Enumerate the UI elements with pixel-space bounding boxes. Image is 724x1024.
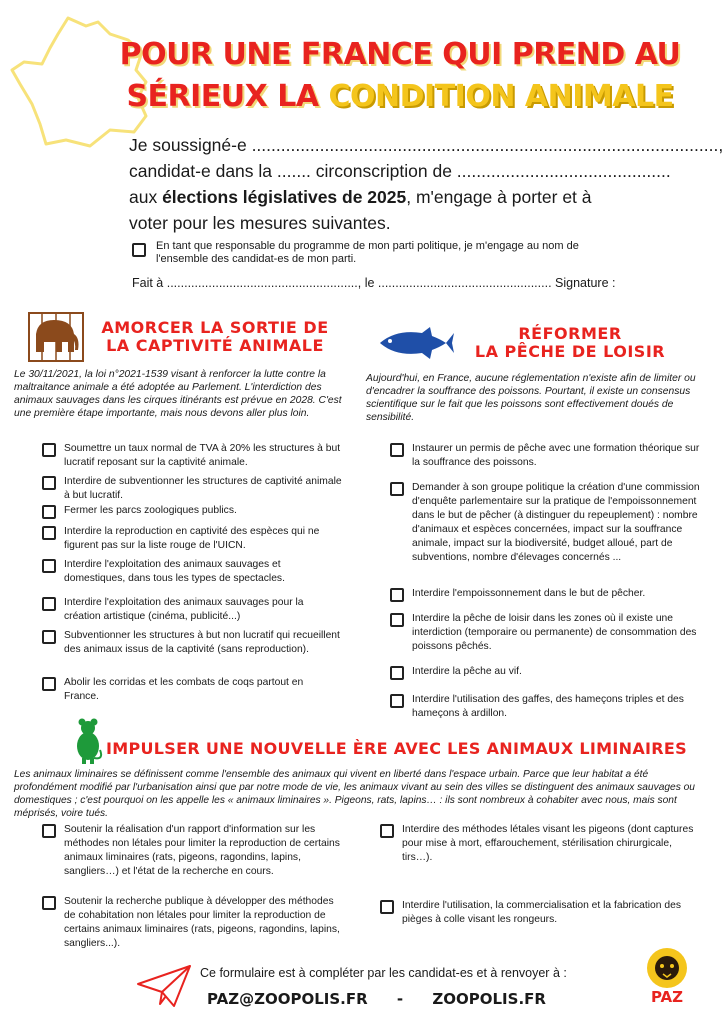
captivity-item[interactable] — [42, 475, 342, 503]
checkbox[interactable] — [42, 597, 56, 611]
title-accent: CONDITION ANIMALE — [328, 79, 674, 114]
signature-line[interactable]: Fait à ......................................................., le .................................................. Signature : — [132, 276, 616, 290]
captivity-item-text: Interdire de subventionner les structures de captivité animale à but lucratif. — [64, 476, 342, 501]
section-captivity-intro: Le 30/11/2021, la loi n°2021-1539 visant à renforcer la lutte contre la maltraitance animale a été adoptée au Parlement. L'interdiction des animaux sauvages dans les cirques itinérants est prévue en 2028. C'est une première étape importante, mais nous devons aller plus loin. — [14, 369, 342, 419]
pledge-name-line[interactable]: Je soussigné-e ................................................................................................, — [129, 135, 724, 155]
captivity-item-text: Subventionner les structures à but non lucratif qui recueillent des animaux issus de la captivité (sans reproduction). — [64, 630, 340, 655]
footer-separator: - — [396, 990, 404, 1008]
checkbox[interactable] — [390, 482, 404, 496]
pledge-line-3 — [129, 184, 629, 210]
section-liminal-title: IMPULSER UNE NOUVELLE ÈRE AVEC LES ANIMAUX LIMINAIRES — [106, 739, 687, 758]
liminal-item-text: Soutenir la recherche publique à développer des méthodes de cohabitation non létales pour limiter la reproduction de certains animaux liminaires (rats, pigeons, ragondins, lapins, sangliers...). — [64, 896, 340, 949]
captivity-item-text: Interdire l'exploitation des animaux sauvages et domestiques, dans tous les types de spectacles. — [64, 559, 285, 584]
title-line-2-start: SÉRIEUX LA — [126, 79, 319, 114]
footer-site-link[interactable]: ZOOPOLIS.FR — [432, 990, 546, 1008]
fishing-item-text: Instaurer un permis de pêche avec une formation théorique sur la souffrance des poissons. — [412, 443, 700, 468]
pledge-district-line[interactable]: candidat-e dans la ....... circonscription de ............................................ — [129, 161, 671, 181]
checkbox[interactable] — [390, 613, 404, 627]
checkbox[interactable] — [42, 559, 56, 573]
pledge-line-4: voter pour les mesures suivantes. — [129, 213, 391, 233]
section-captivity-title-l2: LA CAPTIVITÉ ANIMALE — [106, 336, 324, 355]
title-line-1: POUR UNE FRANCE QUI PREND AU — [119, 37, 681, 72]
footer-email-link[interactable]: PAZ@ZOOPOLIS.FR — [207, 990, 368, 1008]
fishing-item[interactable] — [390, 442, 700, 470]
fishing-item-text: Demander à son groupe politique la création d'une commission d'enquête parlementaire sur la pratique de l'empoissonnement dans le but de pêcher (à distinguer du repeuplement) : nombre d'animaux et espèces concernées, impact sur la souffrance animale, impact sur la biodiversité, budget alloué, part de subventions, nombre d'élevages concernés ... — [412, 482, 700, 563]
fishing-item[interactable] — [390, 693, 700, 721]
section-fishing-title-l1: RÉFORMER — [518, 324, 622, 343]
pledge-election: élections législatives de 2025 — [162, 187, 407, 207]
pledge-line-3-pre: aux — [129, 187, 163, 207]
checkbox[interactable] — [42, 526, 56, 540]
fishing-item-text: Interdire l'empoissonnement dans le but de pêcher. — [412, 588, 646, 599]
liminal-item-text: Interdire l'utilisation, la commercialisation et la fabrication des pièges à colle visant les rongeurs. — [402, 900, 681, 925]
section-captivity-title-l1: AMORCER LA SORTIE DE — [101, 318, 329, 337]
party-pledge-option[interactable] — [132, 240, 632, 266]
checkbox[interactable] — [42, 443, 56, 457]
captivity-item[interactable] — [42, 504, 342, 519]
checkbox[interactable] — [380, 900, 394, 914]
liminal-item[interactable] — [42, 823, 342, 879]
party-pledge-checkbox[interactable] — [132, 243, 146, 257]
captivity-item-text: Interdire l'exploitation des animaux sauvages pour la création artistique (cinéma, publicité...) — [64, 597, 304, 622]
section-fishing-title — [470, 325, 670, 361]
checkbox[interactable] — [380, 824, 394, 838]
page-title — [100, 34, 700, 118]
party-pledge-text: En tant que responsable du programme de mon parti politique, je m'engage au nom de l'ensemble des candidat-es de mon parti. — [156, 240, 579, 265]
fishing-item[interactable] — [390, 481, 700, 565]
rat-icon — [70, 716, 106, 766]
section-fishing-intro: Aujourd'hui, en France, aucune réglementation n'existe afin de limiter ou d'encadrer la souffrance des poissons. Pourtant, il existe un consensus scientifique sur le fait que les poissons sont effectivement doués de sensibilité. — [366, 373, 696, 423]
section-fishing-title-l2: LA PÊCHE DE LOISIR — [474, 342, 666, 361]
captivity-item-text: Interdire la reproduction en captivité des espèces qui ne figurent pas sur la liste rouge de l'UICN. — [64, 526, 320, 551]
captivity-item-text: Fermer les parcs zoologiques publics. — [64, 505, 237, 516]
captivity-item[interactable] — [42, 596, 342, 624]
liminal-item[interactable] — [380, 899, 710, 927]
liminal-item-text: Interdire des méthodes létales visant les pigeons (dont captures pour mise à mort, effarouchement, stérilisation chirurgicale, tirs…). — [402, 824, 694, 863]
checkbox[interactable] — [390, 588, 404, 602]
section-captivity-title — [90, 319, 340, 355]
footer-instruction: Ce formulaire est à compléter par les candidat-es et à renvoyer à : — [200, 966, 567, 980]
captivity-item[interactable] — [42, 629, 342, 657]
pledge-line-3-post: , m'engage à porter et à — [406, 187, 592, 207]
checkbox[interactable] — [390, 666, 404, 680]
checkbox[interactable] — [42, 630, 56, 644]
checkbox[interactable] — [42, 896, 56, 910]
fishing-item-text: Interdire la pêche de loisir dans les zones où il existe une interdiction (temporaire ou permanente) de consommation des poissons pêchés. — [412, 613, 697, 652]
captivity-item[interactable] — [42, 525, 342, 553]
lion-logo-icon — [642, 946, 692, 1010]
fishing-item[interactable] — [390, 665, 700, 680]
checkbox[interactable] — [42, 476, 56, 490]
checkbox[interactable] — [390, 694, 404, 708]
section-liminal-intro: Les animaux liminaires se définissent comme l'ensemble des animaux qui vivent en liberté dans l'espace urbain. Parce que leur habitat a été profondément modifié par l'urbanisation ainsi que par notre mode de vie, les animaux vivant au sein des villes se distinguent des animaux sauvages ou domestiques ; c'est pourquoi on les appelle les « animaux liminaires ». Pigeons, rats, lapins… : ils sont nombreux à cohabiter avec nous, mais sont méprisés, voire tués. — [14, 769, 695, 819]
fishing-item[interactable] — [390, 587, 700, 602]
footer-contacts — [207, 990, 546, 1008]
fishing-item-text: Interdire la pêche au vif. — [412, 666, 522, 677]
checkbox[interactable] — [42, 824, 56, 838]
checkbox[interactable] — [390, 443, 404, 457]
title-line-2 — [100, 76, 700, 118]
liminal-item-text: Soutenir la réalisation d'un rapport d'information sur les méthodes non létales pour limiter la reproduction de certains animaux liminaires (rats, pigeons, ragondins, lapins, sangliers…) et l'état de la recherche en cours. — [64, 824, 340, 877]
captivity-item-text: Abolir les corridas et les combats de coqs partout en France. — [64, 677, 304, 702]
fishing-item-text: Interdire l'utilisation des gaffes, des hameçons triples et des hameçons à ardillon. — [412, 694, 684, 719]
paper-plane-icon — [134, 962, 194, 1012]
captivity-item[interactable] — [42, 442, 342, 470]
logo-text: PAZ — [650, 988, 684, 1006]
captivity-item-text: Soumettre un taux normal de TVA à 20% les structures à but lucratif reposant sur la captivité animale. — [64, 443, 341, 468]
checkbox[interactable] — [42, 677, 56, 691]
elephant-cage-icon — [28, 312, 84, 362]
liminal-item[interactable] — [380, 823, 700, 865]
captivity-item[interactable] — [42, 676, 322, 704]
fishing-item[interactable] — [390, 612, 700, 654]
captivity-item[interactable] — [42, 558, 342, 586]
liminal-item[interactable] — [42, 895, 342, 951]
pledge-block — [129, 132, 724, 236]
checkbox[interactable] — [42, 505, 56, 519]
fish-icon — [374, 323, 454, 363]
